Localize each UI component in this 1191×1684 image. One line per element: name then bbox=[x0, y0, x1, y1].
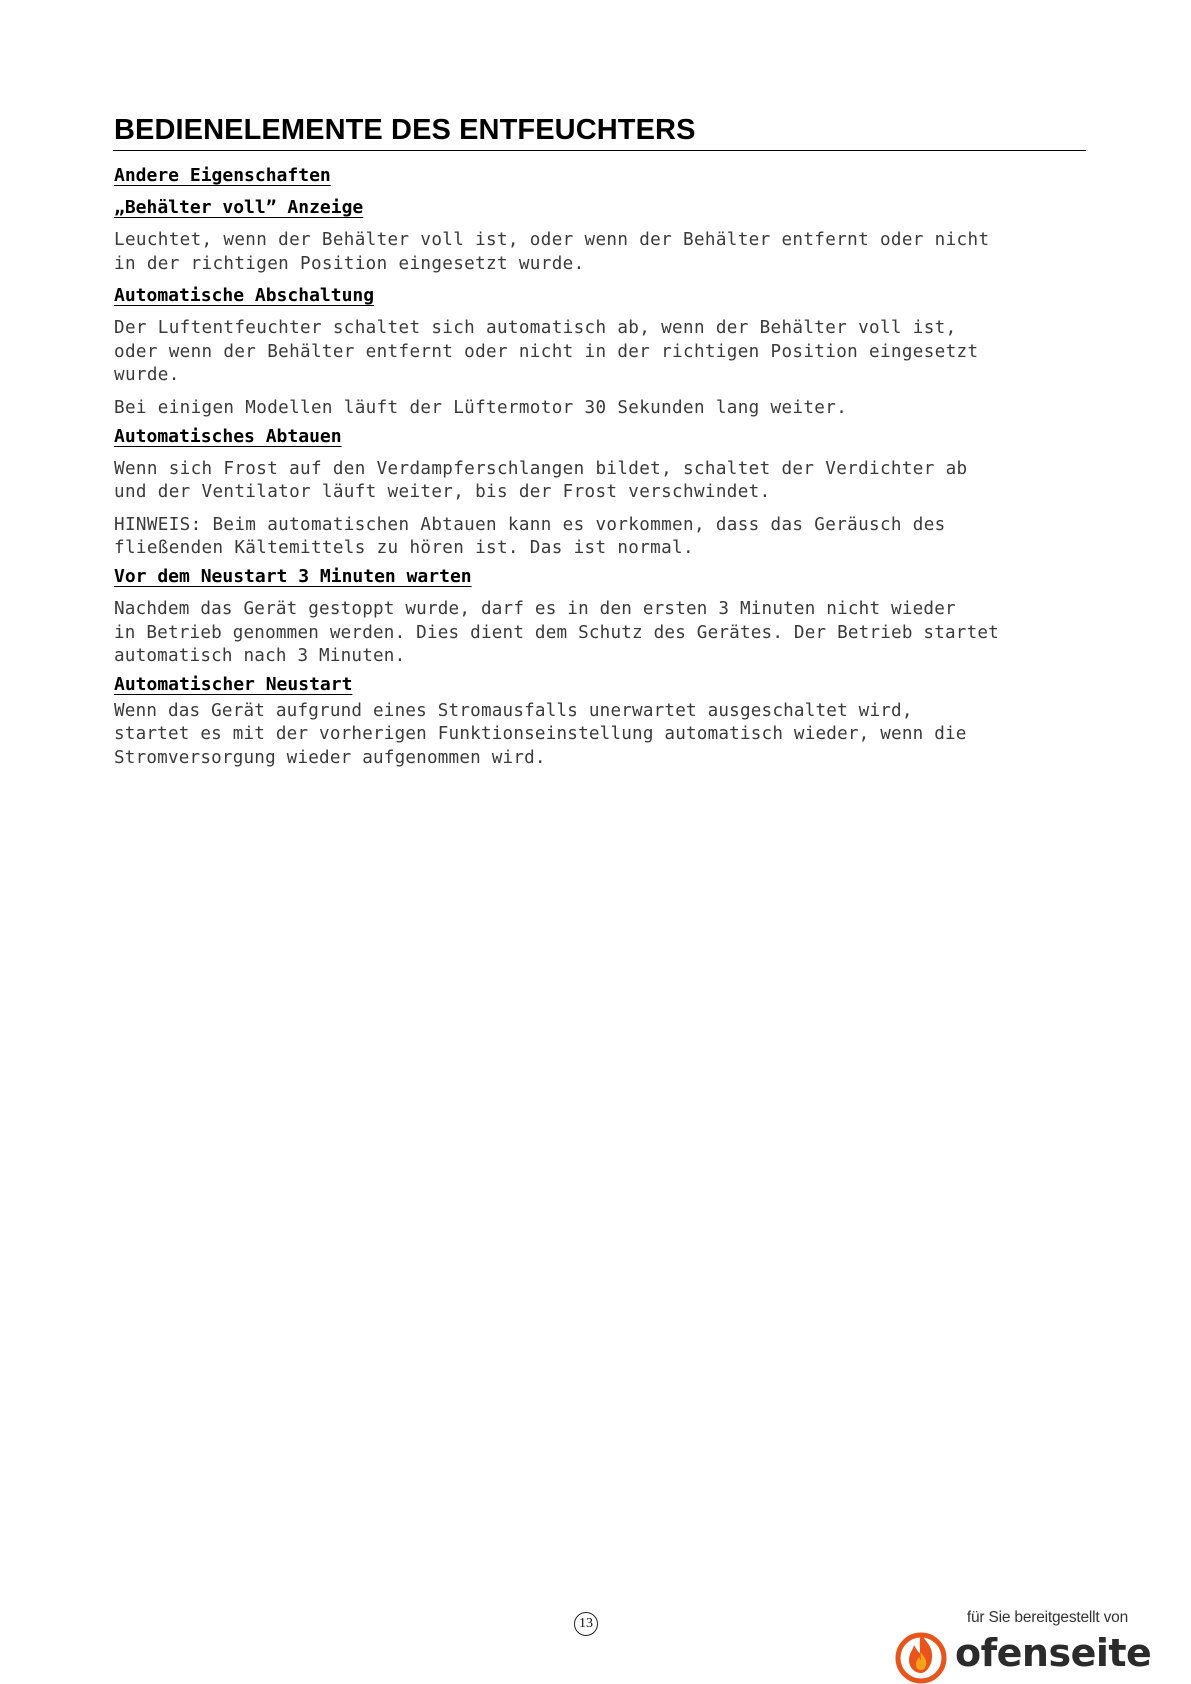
full-indicator-text: Leuchtet, wenn der Behälter voll ist, oder wenn der Behälter entfernt oder nicht in der richtigen Position eingesetzt wurde. bbox=[114, 230, 990, 274]
restart-wait-text: Nachdem das Gerät gestoppt wurde, darf es in den ersten 3 Minuten nicht wieder in Betrieb genommen werden. Dies dient dem Schutz des Gerätes. Der Betrieb startet automatisch nach 3 Minuten. bbox=[114, 598, 999, 667]
auto-defrost-note: HINWEIS: Beim automatischen Abtauen kann es vorkommen, dass das Geräusch des fließenden Kältemittels zu hören ist. Das ist normal. bbox=[114, 514, 946, 559]
section-heading-other-features: Andere Eigenschaften bbox=[114, 165, 331, 186]
section-heading-auto-shutoff: Automatische Abschaltung bbox=[114, 285, 375, 307]
footer-credit: für Sie bereitgestellt von bbox=[966, 1609, 1128, 1626]
section-heading-full-indicator: „Behälter voll” Anzeige bbox=[114, 197, 364, 218]
section-heading-row bbox=[114, 285, 1094, 307]
brand-logo bbox=[893, 1628, 1152, 1684]
page-number: 13 bbox=[574, 1612, 598, 1636]
flame-icon bbox=[893, 1628, 949, 1684]
auto-shutoff-text: Der Luftentfeuchter schaltet sich automatisch ab, wenn der Behälter voll ist, oder wenn der Behälter entfernt oder nicht in der richtigen Position eingesetzt wurde. bbox=[114, 318, 979, 386]
page-title: BEDIENELEMENTE DES ENTFEUCHTERS bbox=[114, 114, 696, 146]
brand-name: ofenseite bbox=[955, 1631, 1152, 1675]
title-divider bbox=[113, 150, 1086, 151]
document-body bbox=[114, 165, 1094, 780]
section-heading-restart-wait: Vor dem Neustart 3 Minuten warten bbox=[114, 565, 472, 587]
section-heading-row bbox=[114, 197, 1094, 219]
section-heading-auto-defrost: Automatisches Abtauen bbox=[114, 425, 342, 447]
section-heading-row bbox=[114, 165, 1094, 187]
section-heading-auto-restart: Automatischer Neustart bbox=[114, 673, 353, 695]
auto-shutoff-note: Bei einigen Modellen läuft der Lüftermotor 30 Sekunden lang weiter. bbox=[114, 397, 848, 418]
auto-defrost-text: Wenn sich Frost auf den Verdampferschlangen bildet, schaltet der Verdichter ab und der Ventilator läuft weiter, bis der Frost verschwindet. bbox=[114, 458, 968, 503]
section-heading-row bbox=[114, 674, 1094, 696]
section-heading-row bbox=[114, 426, 1094, 448]
auto-restart-text: Wenn das Gerät aufgrund eines Stromausfalls unerwartet ausgeschaltet wird, startet es mit der vorherigen Funktionseinstellung automatisch wieder, wenn die Stromversorgung wieder aufgenommen wird. bbox=[114, 700, 967, 768]
section-heading-row bbox=[114, 566, 1094, 588]
